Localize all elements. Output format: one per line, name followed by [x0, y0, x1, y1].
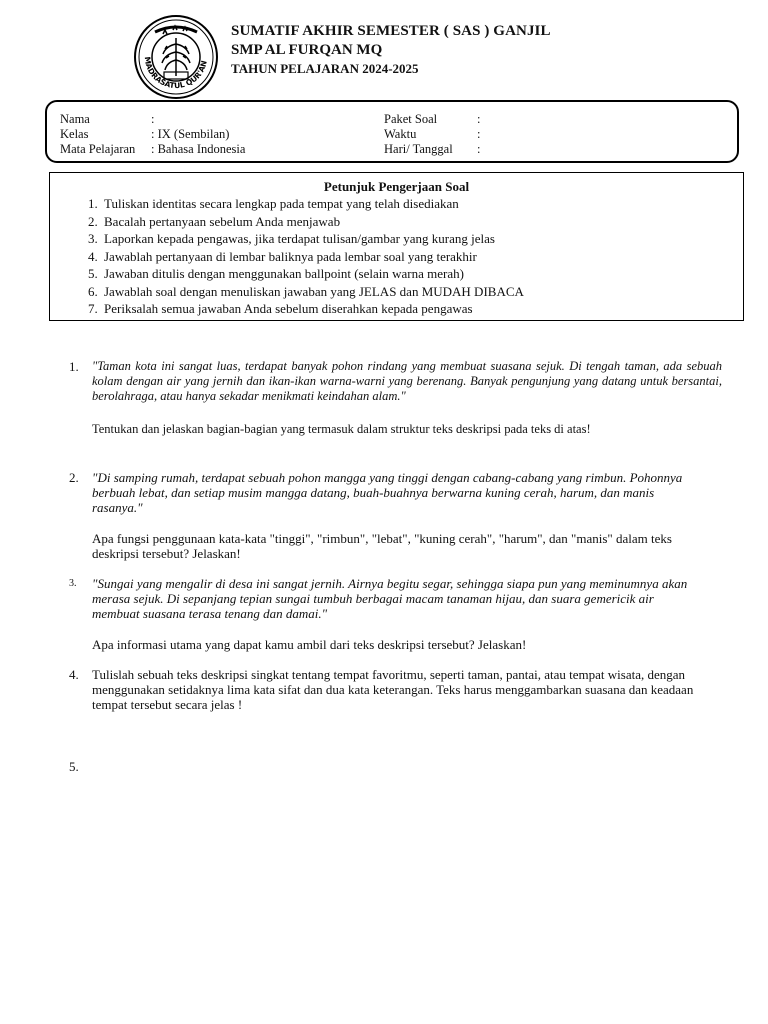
- question-2-number: 2.: [69, 470, 79, 485]
- instructions-title: Petunjuk Pengerjaan Soal: [323, 179, 470, 194]
- question-1-quote: "Taman kota ini sangat luas, terdapat banyak pohon rindang yang membuat suasana sejuk. Di tengah taman, ada sebuah kolam dengan air yang jernih dan ikan-ikan warna-warni yang berenang. Banyak pengunjung yang datang untuk bersantai, berolahraga, atau hanya sekadar menikmati keindahan alam.": [92, 359, 722, 403]
- question-2-prompt: Apa fungsi penggunaan kata-kata "tinggi", "rimbun", "lebat", "kuning cerah", "harum", dan "manis" dalam teks deskripsi tersebut? Jelaskan!: [92, 531, 672, 561]
- instructions-list: [88, 195, 524, 318]
- instruction-item: 1. Tuliskan identitas secara lengkap pada tempat yang telah disediakan: [88, 196, 459, 211]
- question-2-quote: "Di samping rumah, terdapat sebuah pohon mangga yang tinggi dengan cabang-cabang yang rimbun. Pohonnya berbuah lebat, dan setiap musim mangga datang, buah-buahnya berwarna kuning cerah, harum, dan manis rasanya.": [92, 470, 683, 515]
- question-4-text: Tulislah sebuah teks deskripsi singkat tentang tempat favoritmu, seperti taman, pantai, atau tempat wisata, dengan menggunakan setidaknya lima kata sifat dan dua kata keterangan. Teks harus menggambarkan suasana dan keadaan tempat tersebut secara jelas !: [92, 667, 694, 712]
- instruction-item: 5. Jawaban ditulis dengan menggunakan ballpoint (selain warna merah): [88, 266, 464, 281]
- svg-text:MADRASATUL QUR'AN TEBUIRENG: MADRASATUL QUR'AN: [142, 56, 209, 91]
- question-1-prompt: Tentukan dan jelaskan bagian-bagian yang termasuk dalam struktur teks deskripsi pada teks di atas!: [92, 422, 591, 436]
- exam-title: SUMATIF AKHIR SEMESTER ( SAS ) GANJIL: [231, 23, 551, 39]
- instruction-item: 7. Periksalah semua jawaban Anda sebelum diserahkan kepada pengawas: [88, 301, 473, 316]
- school-logo: [133, 14, 219, 100]
- question-5-number: 5.: [69, 759, 79, 774]
- instruction-item: 3. Laporkan kepada pengawas, jika terdapat tulisan/gambar yang kurang jelas: [88, 231, 495, 246]
- academic-year: TAHUN PELAJARAN 2024-2025: [231, 61, 419, 76]
- instructions-box: [49, 172, 744, 321]
- school-name: SMP AL FURQAN MQ: [231, 42, 383, 58]
- question-4-number: 4.: [69, 667, 79, 682]
- instruction-item: 4. Jawablah pertanyaan di lembar baliknya pada lembar soal yang terakhir: [88, 248, 477, 264]
- question-3-quote: "Sungai yang mengalir di desa ini sangat jernih. Airnya begitu segar, sehingga siapa pun yang meminumnya akan merasa sejuk. Di sepanjang tepian sungai tumbuh berbagai macam tanaman hijau, dan suara gemericik air membuat suasana terasa tenang dan damai.": [92, 576, 688, 621]
- identity-box: Nama : Kelas : IX (Sembilan) Mata Pelajaran : Bahasa Indonesia Paket Soal : Waktu : Hari/ Tanggal :: [45, 100, 739, 163]
- instruction-item: 2. Bacalah pertanyaan sebelum Anda menjawab: [88, 213, 341, 229]
- question-3-number: 3.: [69, 578, 77, 589]
- question-1-number: 1.: [69, 359, 79, 374]
- instruction-item: 6. Jawablah soal dengan menuliskan jawaban yang JELAS dan MUDAH DIBACA: [88, 283, 524, 299]
- question-3-prompt: Apa informasi utama yang dapat kamu ambil dari teks deskripsi tersebut? Jelaskan!: [92, 637, 527, 652]
